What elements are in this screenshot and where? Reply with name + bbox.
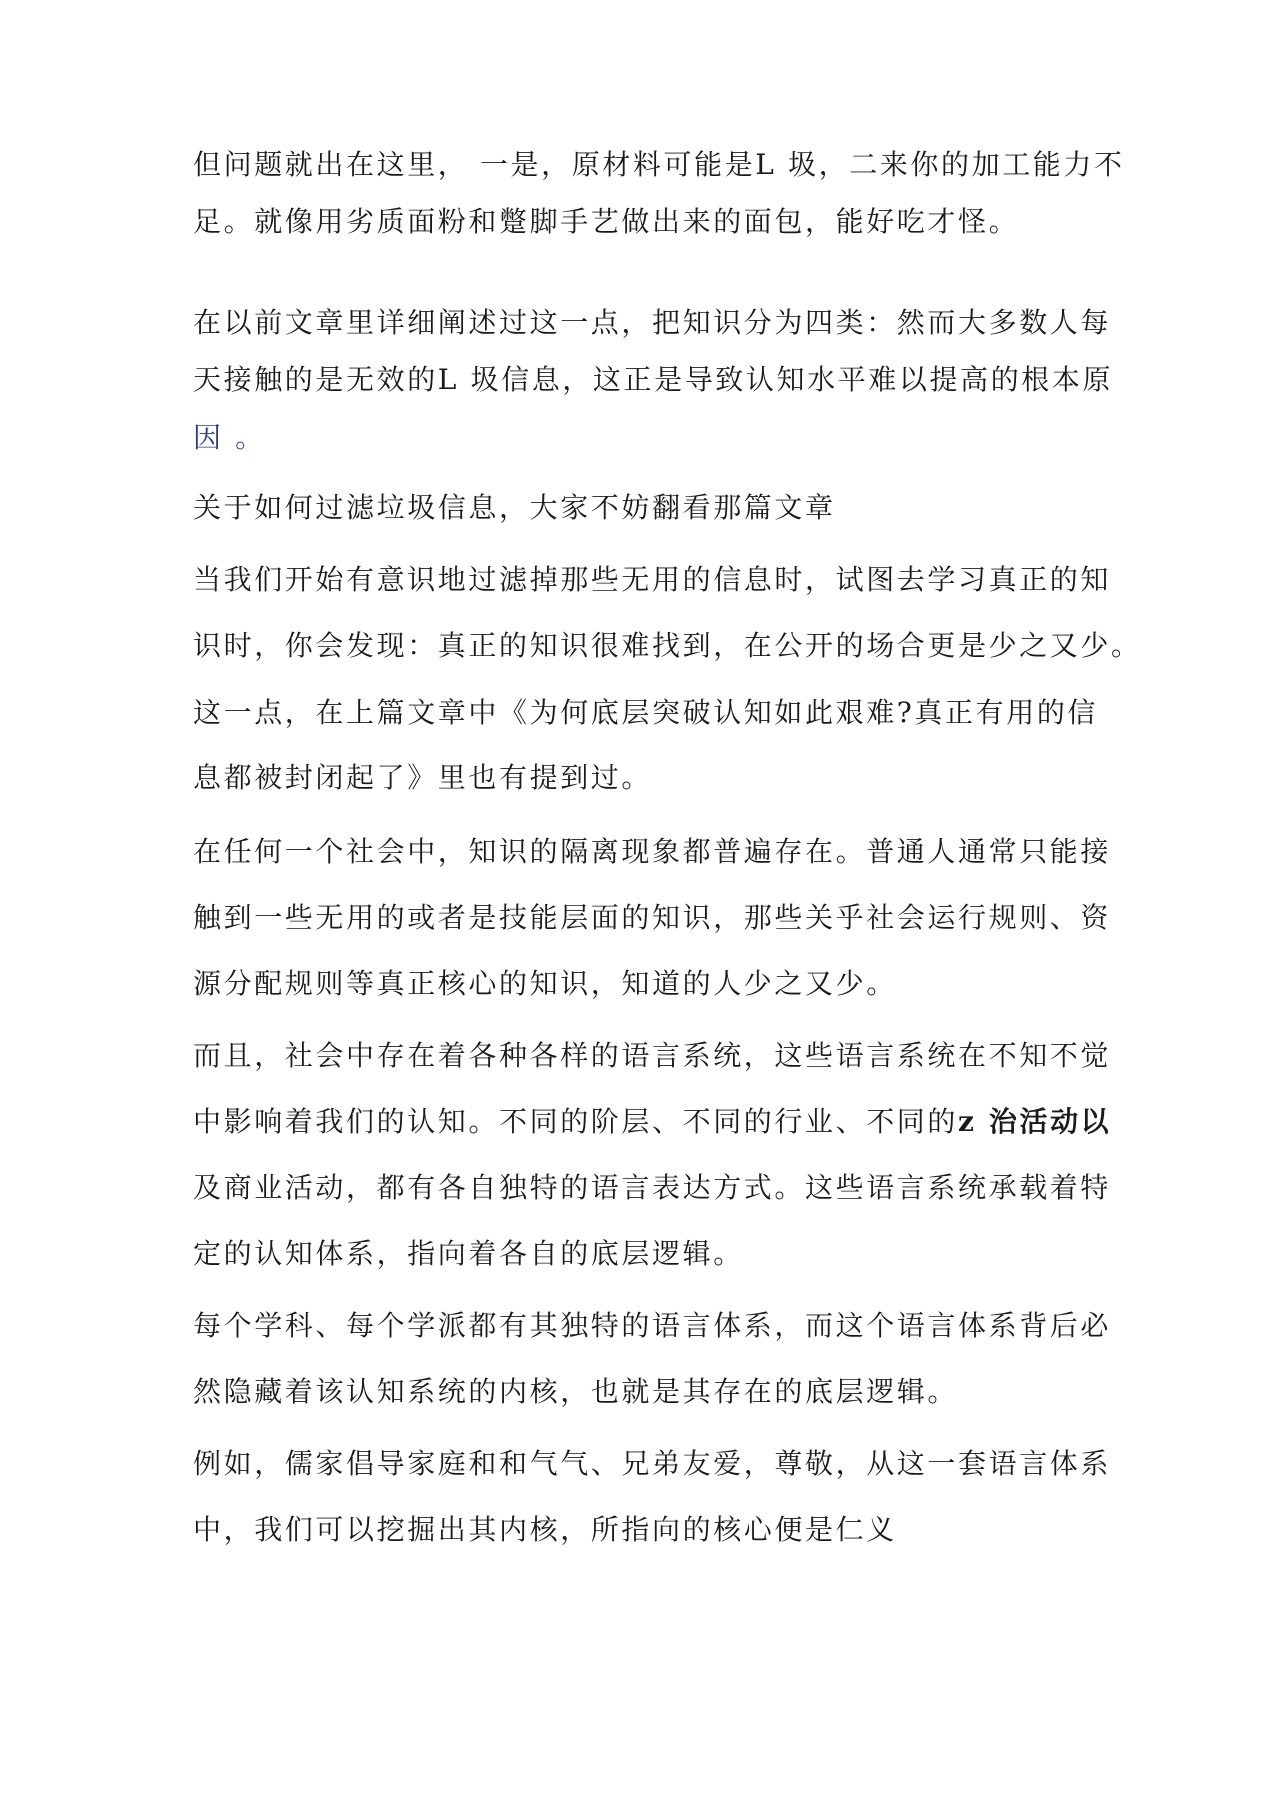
bold-text-segment: z 治活动以 (958, 1105, 1112, 1138)
text-line: 每个学科、每个学派都有其独特的语言体系，而这个语言体系背后必 (193, 1309, 1112, 1342)
text-line: 但问题就出在这里， 一是，原材料可能是L 圾，二来你的加工能力不 (193, 148, 1125, 181)
text-line: 而且，社会中存在着各种各样的语言系统，这些语言系统在不知不觉 (193, 1039, 1112, 1072)
text-line: 例如，儒家倡导家庭和和气气、兄弟友爱，尊敬，从这一套语言体系 (193, 1447, 1112, 1480)
text-line (193, 1104, 1111, 1140)
text-line: 息都被封闭起了》里也有提到过。 (193, 761, 653, 794)
text-line: 识时，你会发现：真正的知识很难找到，在公开的场合更是少之又少。 (193, 629, 1142, 662)
text-line: 中，我们可以挖掘出其内核，所指向的核心便是仁义 (193, 1513, 897, 1546)
text-line: 在以前文章里详细阐述过这一点，把知识分为四类：然而大多数人每 (193, 306, 1112, 339)
text-line: 天接触的是无效的L 圾信息，这正是导致认知水平难以提高的根本原 (193, 363, 1114, 396)
text-line: 关于如何过滤垃圾信息，大家不妨翻看那篇文章 (193, 491, 836, 524)
text-line: 当我们开始有意识地过滤掉那些无用的信息时，试图去学习真正的知 (193, 563, 1112, 596)
text-segment: 中影响着我们的认知。不同的阶层、不同的行业、不同的 (193, 1105, 959, 1138)
text-line: 定的认知体系，指向着各自的底层逻辑。 (193, 1237, 744, 1270)
text-line: 触到一些无用的或者是技能层面的知识，那些关乎社会运行规则、资 (193, 901, 1112, 934)
text-line: 及商业活动，都有各自独特的语言表达方式。这些语言系统承载着特 (193, 1171, 1112, 1204)
text-line: 源分配规则等真正核心的知识，知道的人少之又少。 (193, 967, 897, 1000)
text-line: 在任何一个社会中，知识的隔离现象都普遍存在。普通人通常只能接 (193, 835, 1112, 868)
text-line: 然隐藏着该认知系统的内核，也就是其存在的底层逻辑。 (193, 1375, 959, 1408)
text-line: 这一点，在上篇文章中《为何底层突破认知如此艰难?真正有用的信 (193, 696, 1099, 729)
text-line: 足。就像用劣质面粉和蹩脚手艺做出来的面包，能好吃才怪。 (193, 205, 1020, 238)
text-line: 因 。 (193, 421, 266, 454)
